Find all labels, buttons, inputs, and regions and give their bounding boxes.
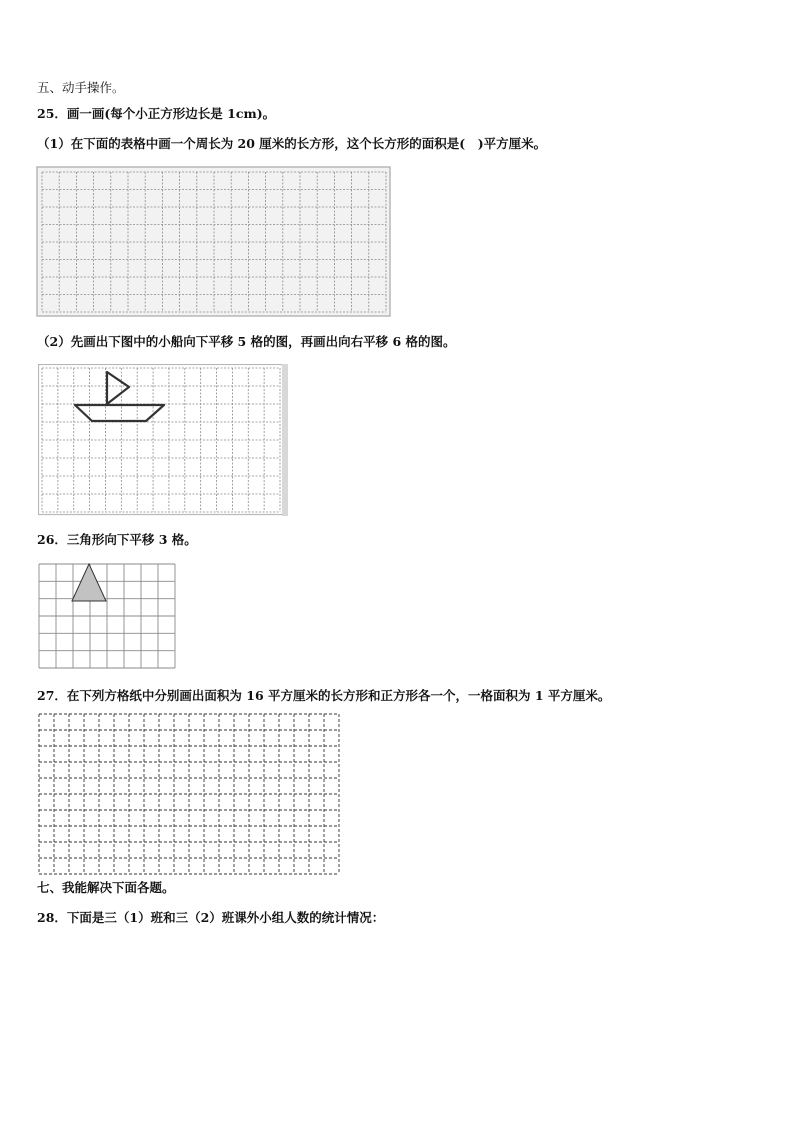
section-5-heading: 五、动手操作。 — [37, 80, 125, 95]
question-26-title: 26．三角形向下平移 3 格。 — [37, 532, 197, 547]
grid-2-boat[interactable] — [38, 364, 288, 516]
question-27-title: 27．在下列方格纸中分别画出面积为 16 平方厘米的长方形和正方形各一个，一格面积为 1 平方厘米。 — [37, 688, 611, 703]
grid-3-triangle[interactable] — [38, 563, 176, 669]
question-25-title: 25．画一画(每个小正方形边长是 1cm)。 — [37, 106, 276, 121]
question-25-part-2: （2）先画出下图中的小船向下平移 5 格的图，再画出向右平移 6 格的图。 — [37, 334, 456, 349]
grid-4-dashed[interactable] — [38, 713, 340, 875]
section-7-heading: 七、我能解决下面各题。 — [37, 880, 175, 895]
grid-1[interactable] — [36, 166, 392, 318]
question-25-part-1: （1）在下面的表格中画一个周长为 20 厘米的长方形，这个长方形的面积是( )平方厘米。 — [37, 136, 547, 151]
question-28-title: 28．下面是三（1）班和三（2）班课外小组人数的统计情况： — [37, 910, 385, 925]
triangle-shape — [72, 564, 106, 601]
